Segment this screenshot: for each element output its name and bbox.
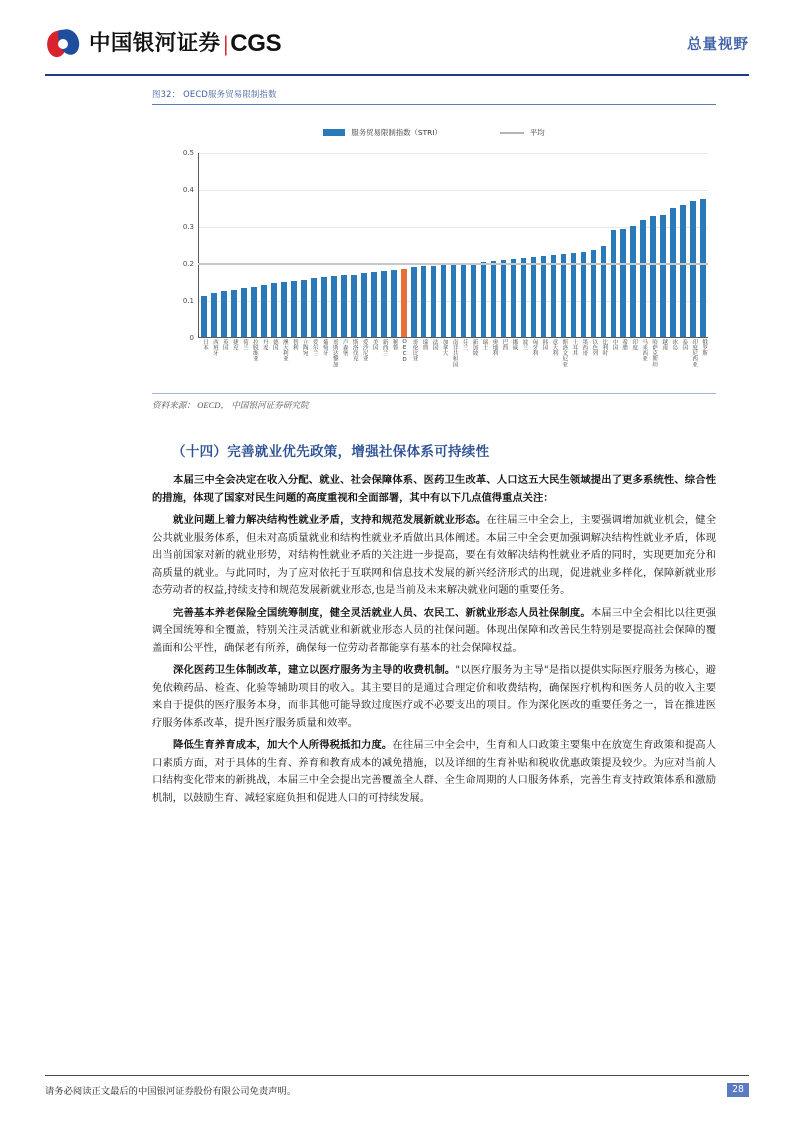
bar-slot — [239, 153, 249, 337]
bar-slot — [259, 153, 269, 337]
x-label-slot — [379, 339, 389, 393]
x-axis-tick-label: 新西兰 — [381, 339, 388, 356]
x-label-slot — [359, 339, 369, 393]
x-label-slot — [509, 339, 519, 393]
x-axis-tick-label: 日本 — [201, 339, 208, 351]
x-label-slot — [299, 339, 309, 393]
x-axis-tick-label: 挪威 — [511, 339, 518, 351]
x-axis-tick-label: 英国 — [221, 339, 228, 351]
figure-block — [152, 88, 716, 411]
x-label-slot — [479, 339, 489, 393]
x-label-slot — [339, 339, 349, 393]
bar — [391, 270, 397, 337]
bar-slot — [668, 153, 678, 337]
bar-slot — [329, 153, 339, 337]
x-label-slot — [608, 339, 618, 393]
paragraph-lead: 深化医药卫生体制改革，建立以医疗服务为主导的收费机制。 — [173, 664, 456, 676]
y-axis-tick-label: 0.3 — [182, 223, 194, 232]
x-label-slot — [199, 339, 209, 393]
x-label-slot — [269, 339, 279, 393]
x-label-slot — [419, 339, 429, 393]
x-label-slot — [598, 339, 608, 393]
bar-slot — [359, 153, 369, 337]
bar — [601, 246, 607, 337]
bar — [471, 263, 477, 337]
x-axis-tick-label: 俄罗斯 — [701, 339, 708, 356]
bar-slot — [439, 153, 449, 337]
x-label-slot — [459, 339, 469, 393]
x-label-slot — [658, 339, 668, 393]
x-label-slot — [319, 339, 329, 393]
bar-slot — [688, 153, 698, 337]
bar-slot — [429, 153, 439, 337]
x-axis-tick-label: 西班牙 — [211, 339, 218, 356]
x-axis-line — [198, 337, 708, 338]
bar — [361, 273, 367, 337]
y-axis-tick-label: 0.1 — [182, 297, 194, 306]
x-axis-tick-label: 立陶宛 — [301, 339, 308, 356]
x-axis-tick-label: 哥伦比亚 — [411, 339, 418, 362]
x-label-slot — [519, 339, 529, 393]
average-reference-line — [198, 263, 708, 265]
x-axis-tick-label: 爱沙尼亚 — [361, 339, 368, 362]
header-tagline: 总量视野 — [687, 37, 749, 53]
footer-disclaimer: 请务必阅读正文最后的中国银河证券股份有限公司免责声明。 — [45, 1086, 297, 1097]
x-axis-tick-label: 土耳其 — [571, 339, 578, 356]
bar — [401, 269, 407, 337]
x-label-slot — [548, 339, 558, 393]
x-axis-tick-label: OECD — [401, 339, 408, 364]
x-label-slot — [439, 339, 449, 393]
bar — [421, 266, 427, 337]
bar-slot — [538, 153, 548, 337]
x-axis-tick-label: 德国 — [271, 339, 278, 351]
galaxy-swoosh-logo-icon — [46, 28, 80, 60]
x-axis-tick-label: 比利时 — [601, 339, 608, 356]
x-label-slot — [279, 339, 289, 393]
bar — [561, 254, 567, 337]
x-axis-tick-label: 希腊 — [621, 339, 628, 351]
legend-item-average — [500, 127, 545, 138]
bar — [431, 266, 437, 337]
x-label-slot — [528, 339, 538, 393]
x-label-slot — [499, 339, 509, 393]
x-label-slot — [369, 339, 379, 393]
x-axis-tick-label: 奥地利 — [491, 339, 498, 356]
company-logo — [46, 25, 281, 63]
bar — [381, 271, 387, 337]
bar — [611, 230, 617, 337]
article-paragraph: 就业问题上着力解决结构性就业矛盾，支持和规范发展新就业形态。在往届三中全会上，主要强调增加就业机会，健全公共就业服务体系，但未对高质量就业和结构性就业矛盾做出具体阐述。本届三中全会更加强调解决结构性就业矛盾，体现出当前国家对新的就业形势，对结构性就业矛盾的关注进一步提高，要在有效解决结构性就业矛盾的同时，实现更加充分和高质量的就业。与此同时，为了应对依托于互联网和信息技术发展的新兴经济形式的出现，促进就业多样化，保障新就业形态劳动者的权益,持续支持和规范发展新就业形态,也是当前及未来解决就业问题的重要任务。 — [152, 514, 717, 596]
logo-chinese-name: 中国银河证券 — [89, 31, 221, 57]
bar-slot — [469, 153, 479, 337]
bar-slot — [638, 153, 648, 337]
footer-divider — [45, 1075, 749, 1076]
bar-slot — [519, 153, 529, 337]
bar-slot — [409, 153, 419, 337]
bar-slot — [319, 153, 329, 337]
x-axis-tick-label: 瑞士 — [481, 339, 488, 351]
bar-slot — [369, 153, 379, 337]
bar-slot — [269, 153, 279, 337]
bar — [371, 272, 377, 337]
bar-slot — [528, 153, 538, 337]
bar — [411, 267, 417, 337]
bar — [660, 215, 666, 338]
x-axis-tick-label: 哈萨克斯坦 — [651, 339, 658, 368]
x-label-slot — [349, 339, 359, 393]
x-axis-tick-label: 新加坡 — [471, 339, 478, 356]
bar-slot — [449, 153, 459, 337]
x-axis-tick-label: 巴西 — [501, 339, 508, 351]
x-axis-tick-label: 秘鲁 — [391, 339, 398, 351]
bar — [690, 201, 696, 337]
x-label-slot — [568, 339, 578, 393]
legend-item-stri — [323, 127, 441, 138]
paragraph-list — [152, 472, 716, 807]
y-axis-tick-label: 0 — [189, 334, 194, 343]
bar — [670, 208, 676, 338]
bar-slot — [479, 153, 489, 337]
bar — [451, 264, 457, 337]
bar-series — [199, 153, 708, 337]
x-axis-tick-label: 印度尼西亚 — [691, 339, 698, 368]
x-axis-tick-label: 澳大利亚 — [281, 339, 288, 362]
bar-slot — [628, 153, 638, 337]
bar — [301, 280, 307, 337]
x-label-slot — [668, 339, 678, 393]
x-label-slot — [449, 339, 459, 393]
x-label-slot — [409, 339, 419, 393]
x-label-slot — [289, 339, 299, 393]
bar-slot — [339, 153, 349, 337]
bar — [331, 276, 337, 337]
x-label-slot — [229, 339, 239, 393]
bar-slot — [499, 153, 509, 337]
x-label-slot — [648, 339, 658, 393]
chart-canvas — [152, 105, 716, 393]
bar-slot — [578, 153, 588, 337]
x-axis-tick-label: 韩国 — [541, 339, 548, 351]
x-axis-tick-label: 波兰 — [521, 339, 528, 351]
bar — [491, 261, 497, 338]
x-axis-tick-label: 匈牙利 — [531, 339, 538, 356]
bar-slot — [548, 153, 558, 337]
x-label-slot — [578, 339, 588, 393]
page-footer — [45, 1075, 749, 1097]
x-axis-tick-label: 印度 — [631, 339, 638, 351]
x-axis-tick-label: 以色列 — [591, 339, 598, 356]
x-axis-tick-label: 斯洛文尼亚 — [561, 339, 568, 368]
x-label-slot — [698, 339, 708, 393]
x-axis-tick-label: 斯洛伐克 — [351, 339, 358, 362]
bar-slot — [219, 153, 229, 337]
article-body — [152, 440, 716, 812]
bar — [241, 288, 247, 337]
bar — [351, 275, 357, 338]
bar — [551, 255, 557, 337]
x-label-slot — [249, 339, 259, 393]
bar — [291, 281, 297, 337]
page-header — [0, 0, 794, 78]
bar — [531, 257, 537, 337]
x-axis-tick-label: 葡萄牙 — [321, 339, 328, 356]
x-axis-tick-label: 荷兰 — [241, 339, 248, 351]
legend-label-average: 平均 — [529, 128, 545, 138]
bar-slot — [249, 153, 259, 337]
bar — [541, 256, 547, 337]
figure-source: 资料来源： OECD， 中国银河证券研究院 — [152, 399, 309, 410]
y-axis-tick-label: 0.2 — [182, 260, 194, 269]
bar-slot — [698, 153, 708, 337]
legend-label-stri: 服务贸易限制指数（STRI） — [351, 128, 442, 138]
bar-slot — [349, 153, 359, 337]
x-axis-tick-label: 加拿大 — [441, 339, 448, 356]
bar-slot — [289, 153, 299, 337]
bar-slot — [558, 153, 568, 337]
article-paragraph: 深化医药卫生体制改革，建立以医疗服务为主导的收费机制。"以医疗服务为主导"是指以提供实际医疗服务为核心，避免依赖药品、检查、化验等辅助项目的收入。其主要目的是通过合理定价和收费结构，确保医疗机构和医务人员的收入主要来自于提供的医疗服务本身，而非其他可能导致过度医疗或不必要支出的项目。作为深化医改的重要任务之一，旨在推进医疗服务体系改革，提升医疗服务质量和效率。 — [152, 664, 716, 729]
x-label-slot — [558, 339, 568, 393]
x-label-slot — [588, 339, 598, 393]
x-label-slot — [239, 339, 249, 393]
x-label-slot — [389, 339, 399, 393]
bar-slot — [489, 153, 499, 337]
x-label-slot — [259, 339, 269, 393]
x-axis-tick-label: 卢森堡 — [341, 339, 348, 356]
bar — [521, 258, 527, 337]
y-axis — [168, 149, 194, 343]
section-heading: （十四）完善就业优先政策，增强社保体系可持续性 — [172, 444, 490, 460]
x-label-slot — [469, 339, 479, 393]
bar-slot — [419, 153, 429, 337]
y-axis-tick-label: 0.5 — [182, 149, 194, 158]
x-label-slot — [678, 339, 688, 393]
x-axis-tick-label: 法国 — [431, 339, 438, 351]
bar-slot — [658, 153, 668, 337]
bar — [231, 290, 237, 337]
x-axis-tick-label: 美国 — [371, 339, 378, 351]
bar — [341, 275, 347, 337]
bar — [441, 265, 447, 337]
bar-slot — [598, 153, 608, 337]
bar — [640, 220, 646, 337]
x-axis-tick-label: 智利 — [291, 339, 298, 351]
bar — [481, 262, 487, 337]
x-axis-tick-label: 捷克 — [231, 339, 238, 351]
bar — [630, 226, 636, 337]
bar-slot — [309, 153, 319, 337]
x-axis-tick-label: 中国 — [611, 339, 618, 351]
paragraph-lead: 就业问题上着力解决结构性就业矛盾，支持和规范发展新就业形态。 — [173, 514, 487, 526]
bar — [251, 287, 257, 337]
x-axis-tick-label: 拉脱维亚 — [251, 339, 258, 362]
plot-area — [182, 149, 708, 343]
x-axis-tick-label: 泰国 — [681, 339, 688, 351]
article-paragraph: 完善基本养老保险全国统筹制度，健全灵活就业人员、农民工、新就业形态人员社保制度。本届三中全会相比以往更强调全国统筹和全覆盖，特别关注灵活就业和新就业形态人员的社保问题。体现出保障和改善民生特别是要提高社会保障的覆盖面和公平性，确保老有所养，确保每一位劳动者都能享有基本的社会保障权益。 — [152, 606, 717, 654]
paragraph-lead: 完善基本养老保险全国统筹制度，健全灵活就业人员、农民工、新就业形态人员社保制度。 — [173, 606, 591, 619]
x-axis-tick-label: 爱尔兰 — [311, 339, 318, 356]
figure-title: 图32： OECD服务贸易限制指数 — [152, 89, 277, 99]
x-label-slot — [429, 339, 439, 393]
x-axis-tick-label: 丹麦 — [261, 339, 268, 351]
page-number-badge: 28 — [727, 1083, 749, 1097]
x-axis-tick-label: 墨西哥 — [581, 339, 588, 356]
bar-slot — [209, 153, 219, 337]
bar-slot — [199, 153, 209, 337]
bar-slot — [459, 153, 469, 337]
bar-slot — [399, 153, 409, 337]
bar — [461, 264, 467, 338]
x-label-slot — [688, 339, 698, 393]
bar — [201, 296, 207, 337]
legend-bar-swatch-icon — [323, 129, 345, 136]
x-axis-tick-label: 哥斯达黎加 — [331, 339, 338, 368]
bar-slot — [279, 153, 289, 337]
bar — [511, 259, 517, 337]
x-label-slot — [638, 339, 648, 393]
x-axis-tick-label: 意大利 — [551, 339, 558, 356]
bar — [571, 253, 577, 337]
bar — [620, 229, 626, 337]
bar — [271, 283, 277, 337]
bar — [700, 199, 706, 337]
x-label-slot — [628, 339, 638, 393]
bar-slot — [588, 153, 598, 337]
x-label-slot — [329, 339, 339, 393]
bar-slot — [379, 153, 389, 337]
bar-slot — [618, 153, 628, 337]
x-axis-tick-label: 瑞典 — [421, 339, 428, 351]
x-label-slot — [399, 339, 409, 393]
bar — [261, 285, 267, 337]
legend-line-swatch-icon — [500, 132, 524, 134]
paragraph-lead: 降低生育养育成本，加大个人所得税抵扣力度。 — [173, 739, 393, 751]
bar — [281, 282, 287, 337]
header-divider — [45, 74, 749, 76]
bar — [321, 277, 327, 337]
bar-slot — [678, 153, 688, 337]
x-label-slot — [309, 339, 319, 393]
bar-slot — [608, 153, 618, 337]
bar — [501, 260, 507, 337]
bar — [311, 278, 317, 337]
x-axis-tick-label: 南非共和国 — [451, 339, 458, 368]
bar-slot — [568, 153, 578, 337]
bar-slot — [229, 153, 239, 337]
chart-legend — [152, 127, 716, 138]
y-axis-tick-label: 0.4 — [182, 186, 194, 195]
x-label-slot — [219, 339, 229, 393]
logo-english-name: CGS — [230, 30, 282, 57]
x-label-slot — [618, 339, 628, 393]
logo-separator: | — [223, 31, 229, 56]
x-label-slot — [209, 339, 219, 393]
x-axis-tick-label: 芬兰 — [461, 339, 468, 351]
x-label-slot — [489, 339, 499, 393]
bar-slot — [299, 153, 309, 337]
bar-slot — [389, 153, 399, 337]
x-label-slot — [538, 339, 548, 393]
bar — [221, 291, 227, 337]
bar — [680, 205, 686, 337]
bar — [650, 216, 656, 337]
bar — [211, 293, 217, 337]
x-axis-tick-label: 冰岛 — [671, 339, 678, 351]
article-paragraph: 降低生育养育成本，加大个人所得税抵扣力度。在往届三中全会中，生育和人口政策主要集中在放宽生育政策和提高人口素质方面，对于具体的生育、养育和教育成本的减免措施，以及详细的生育补贴和税收优惠政策提及较少。为应对当前人口结构变化带来的新挑战，本届三中全会提出完善覆盖全人群、全生命周期的人口服务体系，完善生育支持政策体系和激励机制，以鼓励生育、减轻家庭负担和促进人口的可持续发展。 — [152, 739, 717, 804]
bar-slot — [648, 153, 658, 337]
bar-slot — [509, 153, 519, 337]
article-paragraph: 本届三中全会决定在收入分配、就业、社会保障体系、医药卫生改革、人口这五大民生领域提出了更多系统性、综合性的措施，体现了国家对民生问题的高度重视和全面部署，其中有以下几点值得重点关注： — [152, 474, 716, 504]
x-axis-tick-label: 越南 — [661, 339, 668, 351]
x-axis-tick-label: 马来西亚 — [641, 339, 648, 362]
x-axis-category-labels — [199, 339, 708, 393]
